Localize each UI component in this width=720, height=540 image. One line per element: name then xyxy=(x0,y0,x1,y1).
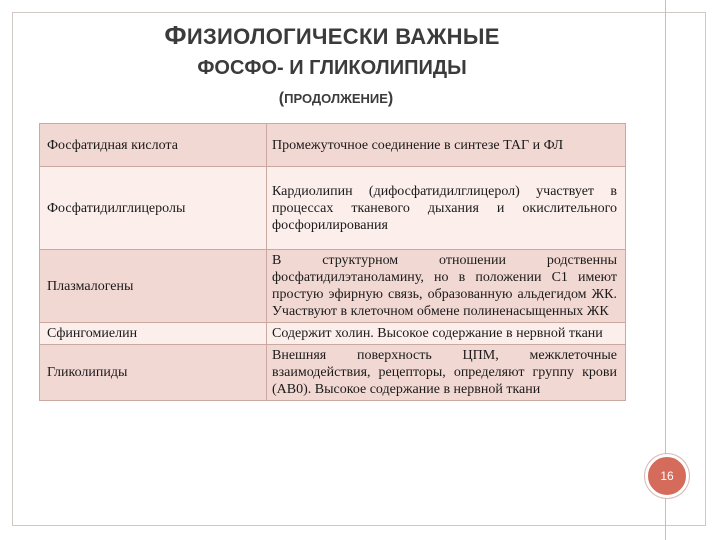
table-row xyxy=(40,345,626,401)
lipid-description-cell: В структурном отношении родственны фосфатидилэтаноламину, но в положении С1 имеют простую эфирную связь, образованную альдегидом ЖК. Участвуют в клеточном обмене полиненасыщенных ЖК xyxy=(267,250,626,323)
slide-subtitle: (ПРОДОЛЖЕНИЕ) xyxy=(278,90,394,107)
table-row xyxy=(40,323,626,345)
lipid-name-cell: Фосфатидилглицеролы xyxy=(40,167,267,250)
table-row xyxy=(40,250,626,323)
page-number-badge: 16 xyxy=(645,454,689,498)
table-row xyxy=(40,124,626,167)
lipid-description-cell: Внешняя поверхность ЦПМ, межклеточные взаимодействия, рецепторы, определяют группу крови (АВ0). Высокое содержание в нервной ткани xyxy=(267,345,626,401)
lipid-name-cell: Фосфатидная кислота xyxy=(40,124,267,167)
lipid-description-cell: Содержит холин. Высокое содержание в нервной ткани xyxy=(267,323,626,345)
lipid-name-cell: Гликолипиды xyxy=(40,345,267,401)
table-row xyxy=(40,167,626,250)
lipid-description-cell: Кардиолипин (дифосфатидилглицерол) участвует в процессах тканевого дыхания и окислительного фосфорилирования xyxy=(267,167,626,250)
slide-title-line2: ФОСФО- И ГЛИКОЛИПИДЫ xyxy=(197,57,467,79)
lipid-description-cell: Промежуточное соединение в синтезе ТАГ и ФЛ xyxy=(267,124,626,167)
lipid-name-cell: Сфингомиелин xyxy=(40,323,267,345)
slide-title-line1: ФИЗИОЛОГИЧЕСКИ ВАЖНЫЕ xyxy=(164,20,500,50)
lipid-name-cell: Плазмалогены xyxy=(40,250,267,323)
lipids-table xyxy=(39,123,626,401)
